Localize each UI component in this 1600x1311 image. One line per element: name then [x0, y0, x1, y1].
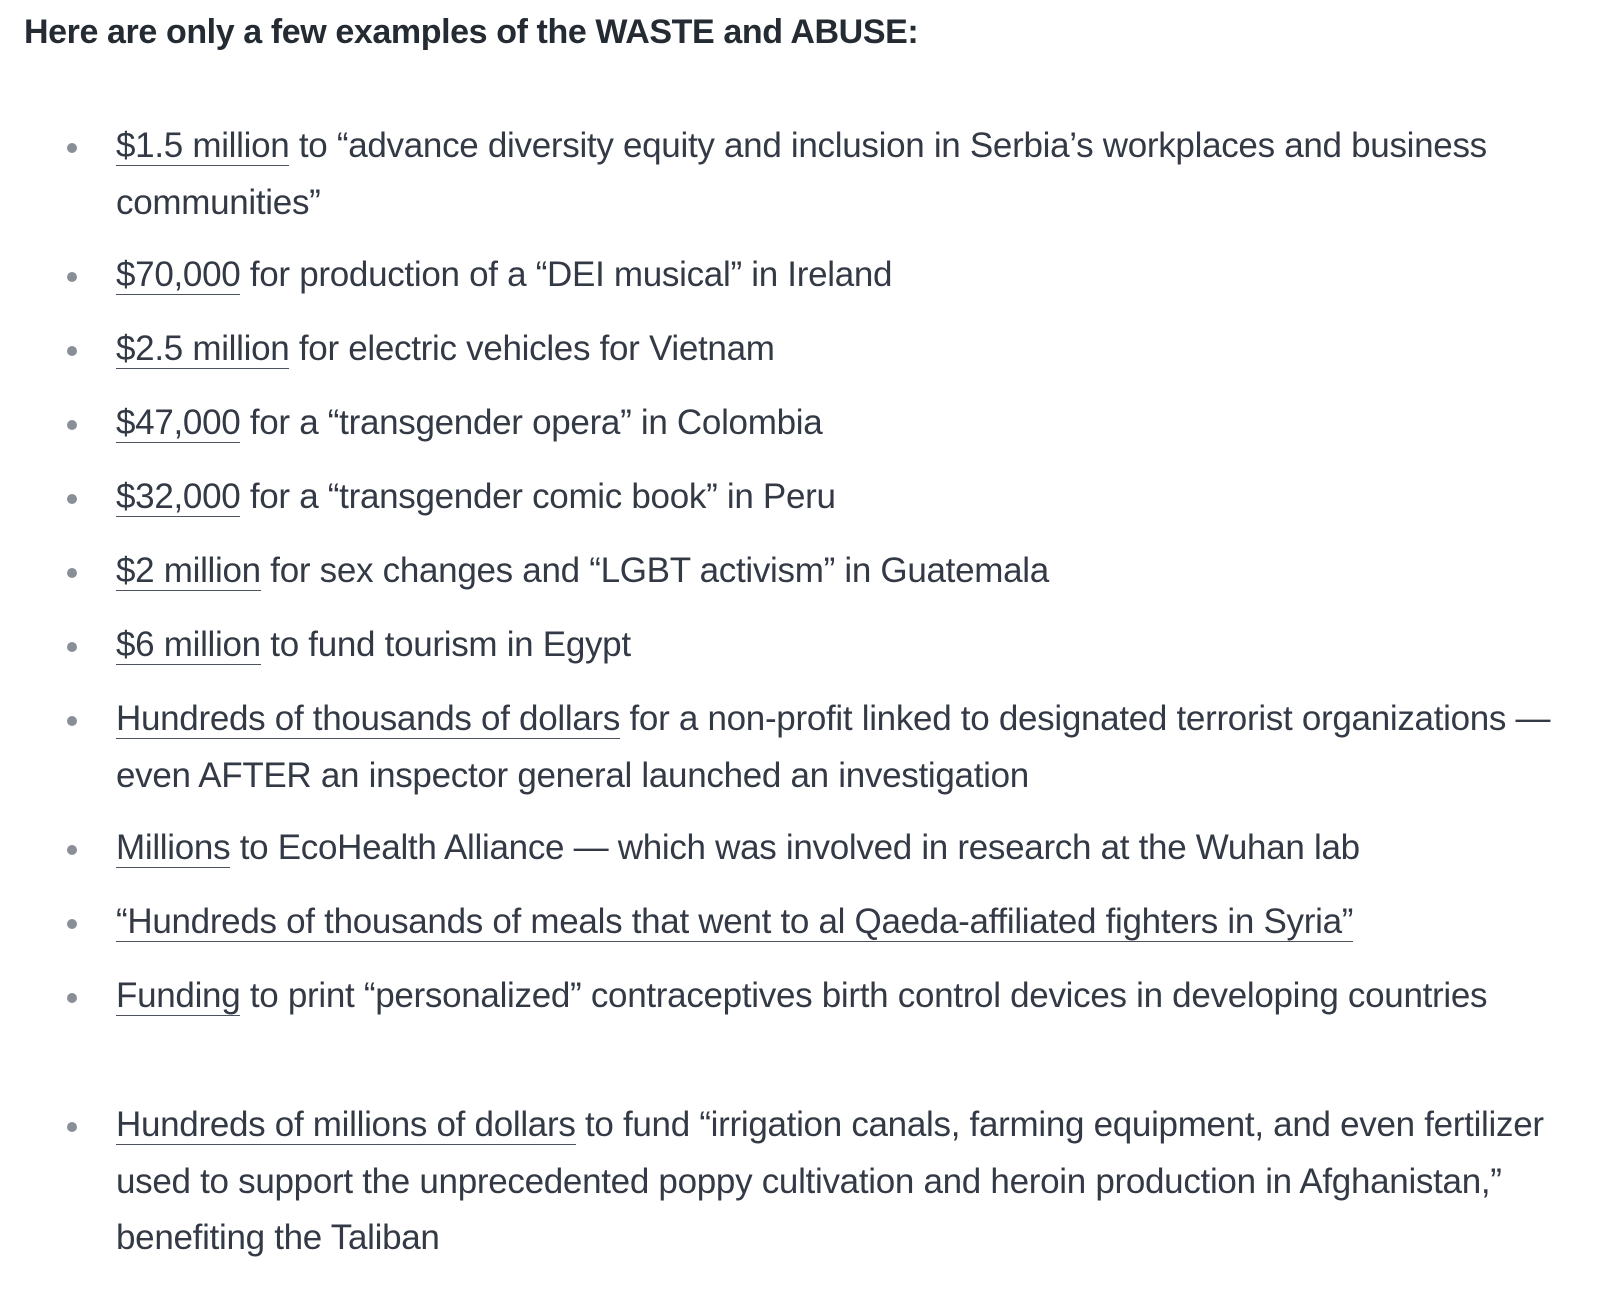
source-link[interactable]: Hundreds of millions of dollars [116, 1105, 576, 1144]
list-item-text [116, 894, 1586, 951]
item-description: for production of a “DEI musical” in Ireland [240, 255, 893, 294]
list-item-text [116, 247, 1586, 304]
list-item-text [116, 469, 1586, 526]
item-description: to “advance diversity equity and inclusion in Serbia’s workplaces and business communities” [116, 126, 1487, 222]
list-item-text [116, 118, 1586, 231]
source-link[interactable]: Millions [116, 828, 231, 867]
source-link[interactable]: $47,000 [116, 403, 241, 442]
bullet-icon [67, 346, 77, 356]
bullet-icon [67, 272, 77, 282]
source-link[interactable]: $6 million [116, 625, 261, 664]
item-description: for electric vehicles for Vietnam [289, 329, 775, 368]
bullet-icon [67, 993, 77, 1003]
section-heading: Here are only a few examples of the WASTE and ABUSE: [24, 13, 919, 51]
item-description: for a non-profit linked to designated terrorist organizations — even AFTER an inspector general launched an investigation [116, 699, 1551, 795]
source-link[interactable]: “Hundreds of thousands of meals that went to al Qaeda-affiliated fighters in Syria” [116, 902, 1354, 941]
item-description: to fund “irrigation canals, farming equipment, and even fertilizer used to support the unprecedented poppy cultivation and heroin production in Afghanistan,” benefiting the Taliban [116, 1105, 1544, 1257]
source-link[interactable]: Hundreds of thousands of dollars [116, 699, 621, 738]
source-link[interactable]: $32,000 [116, 477, 241, 516]
bullet-icon [67, 420, 77, 430]
bullet-icon [67, 568, 77, 578]
list-item-text [116, 617, 1586, 674]
item-description: for a “transgender opera” in Colombia [240, 403, 823, 442]
bullet-icon [67, 494, 77, 504]
list-item-text [116, 820, 1586, 877]
item-description: for sex changes and “LGBT activism” in Guatemala [260, 551, 1049, 590]
bullet-icon [67, 919, 77, 929]
list-item-text [116, 968, 1586, 1025]
bullet-icon [67, 716, 77, 726]
item-description: to fund tourism in Egypt [260, 625, 631, 664]
list-item-text [116, 543, 1586, 600]
bullet-icon [67, 143, 77, 153]
bullet-icon [67, 1122, 77, 1132]
source-link[interactable]: $2 million [116, 551, 261, 590]
list-item-text [116, 1097, 1586, 1267]
list-item-text [116, 321, 1586, 378]
item-description: for a “transgender comic book” in Peru [240, 477, 836, 516]
source-link[interactable]: Funding [116, 976, 241, 1015]
list-item-text [116, 691, 1586, 804]
item-description: to EcoHealth Alliance — which was involved in research at the Wuhan lab [230, 828, 1360, 867]
bullet-icon [67, 642, 77, 652]
source-link[interactable]: $2.5 million [116, 329, 290, 368]
source-link[interactable]: $1.5 million [116, 126, 290, 165]
item-description: to print “personalized” contraceptives birth control devices in developing countries [240, 976, 1488, 1015]
list-item-text [116, 395, 1586, 452]
bullet-icon [67, 845, 77, 855]
source-link[interactable]: $70,000 [116, 255, 241, 294]
